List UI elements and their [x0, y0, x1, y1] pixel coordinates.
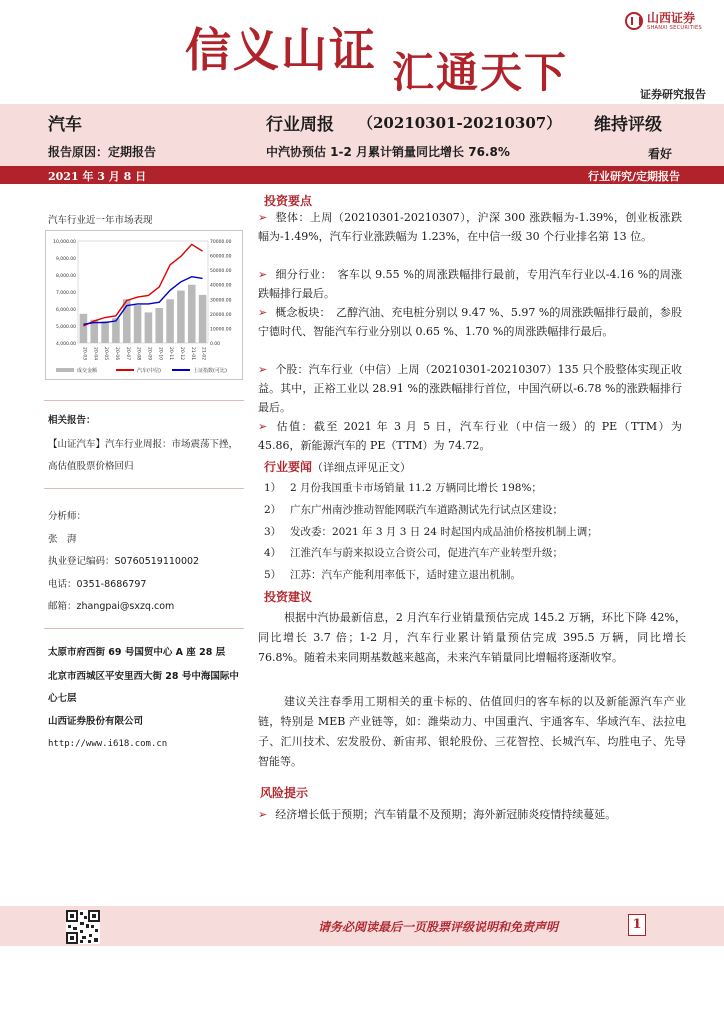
news-item: 4） 江淮汽车与蔚来拟设立合资公司，促进汽车产业转型升级； [264, 547, 563, 559]
website-link[interactable]: http://www.i618.com.cn [48, 739, 168, 749]
y-right-tick-label: 70000.00 [210, 240, 232, 245]
disclaimer: 请务必阅读最后一页股票评级说明和免责声明 [318, 920, 559, 934]
y-right-tick-label: 20000.00 [210, 312, 232, 318]
report-reason: 报告原因：定期报告 [48, 145, 157, 159]
key-point: ➢ 整体：上周（20210301-20210307），沪深 300 涨跌幅为-1.39%，创业板涨跌幅为-1.49%，汽车行业涨跌幅为 1.23%，在中信一级 30 个行业排名第 13 位。 [258, 211, 682, 243]
volume-bar [134, 305, 142, 343]
key-point: ➢ 概念板块： 乙醇汽油、充电桩分别以 9.47 %、5.97 %的周涨跌幅排行最前，参股宁德时代、智能汽车行业分别以 0.65 %、1.70 %的周涨跌幅排行最后。 [258, 306, 682, 338]
report-type: 证券研究报告 [640, 88, 706, 101]
report-period: （20210301-20210307） [358, 114, 562, 132]
divider [44, 488, 244, 489]
y-left-tick-label: 8,000.00 [55, 274, 76, 279]
volume-bar [155, 308, 163, 343]
legend-label: 汽车(中信) [137, 368, 161, 374]
risk-item: ➢ 经济增长低于预期；汽车销量不及预期；海外新冠肺炎疫情持续蔓延。 [258, 808, 617, 821]
industry-title: 汽车 [48, 115, 82, 135]
key-point: ➢ 个股：汽车行业（中信）上周（20210301-20210307）135 只个股整体实现正收益。其中，正裕工业以 28.91 %的涨跌幅排行首位，中国汽研以-6.78 %的涨跌幅排行最后。 [258, 363, 682, 414]
volume-bar [145, 312, 153, 343]
report-category: 行业研究/定期报告 [587, 170, 680, 183]
volume-bar [101, 321, 109, 343]
legend-label: 上证指数(可比) [193, 368, 227, 374]
x-tick-label: 21-02 [200, 347, 206, 361]
x-tick-label: 20-06 [113, 347, 119, 361]
y-left-tick-label: 6,000.00 [55, 308, 76, 313]
x-tick-label: 20-07 [124, 347, 130, 361]
company-name: 山西证券股份有限公司 [48, 716, 144, 727]
y-left-tick-label: 10,000.00 [53, 240, 76, 245]
x-tick-label: 20-03 [81, 347, 87, 361]
legend-swatch [56, 368, 74, 372]
headline: 中汽协预估 1-2 月累计销量同比增长 76.8% [266, 145, 510, 159]
y-left-tick-label: 5,000.00 [55, 325, 76, 330]
y-left-tick-label: 4,000.00 [55, 342, 76, 347]
advice-title: 投资建议 [264, 590, 313, 604]
logo-en: SHANXI SECURITIES [647, 24, 702, 31]
news-title: 行业要闻 [264, 460, 313, 474]
x-tick-label: 20-12 [178, 347, 184, 361]
y-right-tick-label: 10000.00 [210, 327, 232, 333]
news-heading [264, 458, 411, 475]
arrow-icon: ➢ [258, 306, 268, 319]
news-note: （详细点评见正文） [312, 461, 412, 474]
y-right-tick-label: 60000.00 [210, 254, 232, 260]
volume-bar [80, 314, 88, 343]
y-right-tick-label: 50000.00 [210, 269, 232, 275]
key-point: ➢ 细分行业： 客车以 9.55 %的周涨跌幅排行最前，专用汽车行业以-4.16 %的周涨跌幅排行最后。 [258, 268, 682, 300]
logo-cn: 山西证券 [647, 10, 696, 25]
x-tick-label: 21-01 [189, 347, 195, 361]
y-right-tick-label: 0.00 [210, 342, 221, 347]
x-tick-label: 20-05 [103, 347, 109, 361]
x-tick-label: 20-09 [146, 347, 152, 361]
arrow-icon: ➢ [258, 268, 268, 281]
key-points-title: 投资要点 [264, 194, 313, 208]
volume-bar [166, 299, 174, 343]
related-report[interactable]: 【山证汽车】汽车行业周报：市场震荡下挫，高估值股票价格回归 [48, 439, 239, 472]
page-number: 1 [628, 914, 646, 936]
rating: 维持评级 [594, 115, 662, 135]
x-tick-label: 20-11 [168, 347, 174, 361]
qr-code-icon [66, 910, 100, 944]
email[interactable]: 邮箱：zhangpai@sxzq.com [48, 601, 175, 612]
arrow-icon: ➢ [258, 420, 268, 433]
y-right-tick-label: 40000.00 [210, 283, 232, 289]
slogan-part2: 汇通天下 [392, 48, 569, 97]
volume-bar [199, 295, 207, 343]
company-logo [625, 8, 702, 34]
y-left-tick-label: 7,000.00 [55, 291, 76, 296]
news-item: 3） 发改委：2021 年 3 月 3 日 24 时起国内成品油价格按机制上调； [264, 526, 598, 538]
arrow-icon: ➢ [258, 808, 268, 821]
news-item: 5） 江苏：汽车产能利用率低下，适时建立退出机制。 [264, 569, 521, 581]
volume-bar [177, 291, 185, 343]
legend-label: 成交金额 [77, 368, 98, 374]
market-chart-svg [46, 231, 242, 379]
x-tick-label: 20-04 [92, 347, 98, 361]
divider [44, 628, 244, 629]
outlook: 看好 [648, 147, 673, 161]
analyst-name: 张 湃 [48, 534, 77, 545]
y-right-tick-label: 30000.00 [210, 298, 232, 304]
divider [44, 400, 244, 401]
news-item: 2） 广东广州南沙推动智能网联汽车道路测试先行试点区建设； [264, 504, 563, 516]
chart-title: 汽车行业近一年市场表现 [48, 215, 153, 226]
x-tick-label: 20-10 [157, 347, 163, 361]
risk-title: 风险提示 [260, 786, 309, 800]
x-tick-label: 20-08 [135, 347, 141, 361]
address-taiyuan: 太原市府西街 69 号国贸中心 A 座 28 层 [48, 647, 226, 658]
analyst-label: 分析师： [48, 511, 87, 522]
arrow-icon: ➢ [258, 363, 268, 376]
license-number: 执业登记编码：S0760519110002 [48, 556, 200, 567]
phone: 电话：0351-8686797 [48, 579, 147, 590]
advice-paragraph: 建议关注春季用工期相关的重卡标的、估值回归的客车标的以及新能源汽车产业链，特别是 MEB 产业链等，如：潍柴动力、中国重汽、宇通客车、华域汽车、法拉电子、汇川技术、宏发股份、新宙邦、银轮股份、三花智控、长城汽车、均胜电子、先导智能等。 [258, 695, 686, 768]
arrow-icon: ➢ [258, 211, 268, 224]
key-point: ➢ 估值：截至 2021 年 3 月 5 日，汽车行业（中信一级）的 PE（TTM）为 45.86，新能源汽车的 PE（TTM）为 74.72。 [258, 420, 682, 452]
related-label: 相关报告： [48, 415, 96, 426]
slogan-part1: 信义山证 [185, 23, 377, 77]
y-left-tick-label: 9,000.00 [55, 257, 76, 262]
logo-mark-icon [625, 12, 643, 30]
report-kind: 行业周报 [266, 115, 334, 135]
news-item: 1） 2 月份我国重卡市场销量 11.2 万辆同比增长 198%； [264, 482, 542, 494]
address-beijing: 北京市西城区平安里西大街 28 号中海国际中心七层 [48, 671, 239, 704]
advice-paragraph: 根据中汽协最新信息，2 月汽车行业销量预估完成 145.2 万辆，环比下降 42%，同比增长 3.7 倍；1-2 月，汽车行业累计销量预估完成 395.5 万辆，同比增长 76.8%。随着未来同期基数越来越高，未来汽车销量同比增幅将逐渐收窄。 [258, 611, 686, 664]
report-date: 2021 年 3 月 8 日 [48, 170, 147, 183]
volume-bar [188, 285, 196, 343]
market-chart [45, 230, 243, 380]
